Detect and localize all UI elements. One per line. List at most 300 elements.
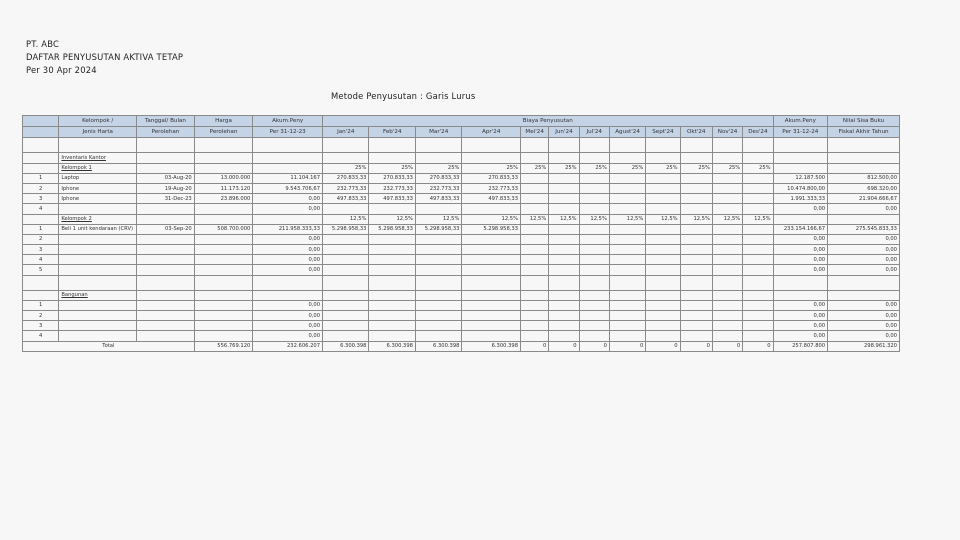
table-row	[23, 245, 900, 255]
cell	[194, 153, 253, 163]
accum-2024: 0,00	[773, 255, 828, 265]
asset-name: Iphone	[59, 183, 137, 193]
month-value	[415, 321, 461, 331]
month-value	[579, 234, 609, 244]
accum-2023: 0,00	[253, 194, 323, 204]
acquired-date	[137, 204, 195, 214]
accum-2024: 12.187.500	[773, 173, 828, 183]
accum-2023: 11.104.167	[253, 173, 323, 183]
cell	[743, 275, 773, 290]
month-value	[415, 245, 461, 255]
cell	[521, 153, 549, 163]
col-month: Agust'24	[609, 127, 645, 138]
month-value	[521, 321, 549, 331]
month-value	[415, 265, 461, 275]
month-value	[609, 331, 645, 341]
total-month: 0	[712, 341, 742, 351]
month-value	[712, 245, 742, 255]
company-name: PT. ABC	[26, 39, 60, 49]
cell	[253, 275, 323, 290]
cell	[712, 290, 742, 300]
month-value: 5.298.958,33	[462, 224, 521, 234]
accum-2024: 1.991.333,33	[773, 194, 828, 204]
col-biaya: Biaya Penyusutan	[323, 116, 774, 127]
acquisition-price: 11.173.120	[194, 183, 253, 193]
cell	[137, 275, 195, 290]
asset-name	[59, 321, 137, 331]
month-value	[609, 234, 645, 244]
cell	[323, 138, 369, 153]
cell	[194, 163, 253, 173]
col-group: Kelompok /	[59, 116, 137, 127]
month-value	[462, 245, 521, 255]
month-value	[462, 331, 521, 341]
cell	[680, 153, 712, 163]
month-value: 5.298.958,33	[369, 224, 415, 234]
spacer-row	[23, 138, 900, 153]
total-price: 556.769.120	[194, 341, 253, 351]
cell	[828, 153, 900, 163]
col-month: Okt'24	[680, 127, 712, 138]
category-label: Bangunan	[59, 290, 137, 300]
table-row	[23, 300, 900, 310]
month-value	[743, 245, 773, 255]
asset-name	[59, 234, 137, 244]
month-value	[743, 224, 773, 234]
total-month: 0	[646, 341, 680, 351]
month-value	[743, 311, 773, 321]
month-value	[646, 265, 680, 275]
month-value	[549, 245, 579, 255]
month-value	[579, 255, 609, 265]
month-value	[369, 265, 415, 275]
col-month: Sept'24	[646, 127, 680, 138]
asset-name	[59, 255, 137, 265]
month-value	[415, 311, 461, 321]
month-value	[579, 265, 609, 275]
month-value	[680, 173, 712, 183]
cell	[646, 290, 680, 300]
col-acquired: Perolehan	[137, 127, 195, 138]
category-label: Inventaris Kantor	[59, 153, 137, 163]
col-book-end: Fiskal Akhir Tahun	[828, 127, 900, 138]
row-number: 2	[23, 183, 59, 193]
month-value	[462, 311, 521, 321]
table-row	[23, 311, 900, 321]
cell	[712, 138, 742, 153]
month-value	[521, 245, 549, 255]
group-row	[23, 163, 900, 173]
accum-2024: 0,00	[773, 265, 828, 275]
month-value	[579, 183, 609, 193]
cell	[549, 153, 579, 163]
month-value	[579, 204, 609, 214]
month-value	[712, 234, 742, 244]
cell	[680, 290, 712, 300]
asset-name: Laptop	[59, 173, 137, 183]
cell	[828, 138, 900, 153]
book-value: 0,00	[828, 331, 900, 341]
rate-cell: 25%	[712, 163, 742, 173]
cell	[828, 163, 900, 173]
month-value	[549, 300, 579, 310]
table-row	[23, 224, 900, 234]
month-value	[646, 311, 680, 321]
month-value	[521, 300, 549, 310]
cell	[194, 214, 253, 224]
rate-cell: 25%	[369, 163, 415, 173]
month-value	[549, 224, 579, 234]
col-book: Nilai Sisa Buku	[828, 116, 900, 127]
acquired-date	[137, 245, 195, 255]
book-value: 0,00	[828, 300, 900, 310]
month-value	[609, 321, 645, 331]
month-value	[579, 173, 609, 183]
month-value	[579, 311, 609, 321]
month-value	[415, 204, 461, 214]
cell	[646, 275, 680, 290]
total-month: 0	[609, 341, 645, 351]
accum-2023: 0,00	[253, 255, 323, 265]
accum-2024: 0,00	[773, 321, 828, 331]
acquisition-price: 508.700.000	[194, 224, 253, 234]
cell	[137, 138, 195, 153]
category-row	[23, 153, 900, 163]
accum-2024: 0,00	[773, 245, 828, 255]
month-value	[646, 321, 680, 331]
total-book: 298.961.320	[828, 341, 900, 351]
month-value	[712, 224, 742, 234]
cell	[23, 214, 59, 224]
cell	[23, 290, 59, 300]
total-month: 6.300.398	[323, 341, 369, 351]
book-value: 698.320,00	[828, 183, 900, 193]
col-month: Feb'24	[369, 127, 415, 138]
cell	[137, 214, 195, 224]
cell	[369, 275, 415, 290]
col-accum-end-date: Per 31-12-24	[773, 127, 828, 138]
month-value	[462, 265, 521, 275]
month-value	[415, 255, 461, 265]
cell	[23, 275, 59, 290]
cell	[743, 138, 773, 153]
acquired-date: 31-Dec-23	[137, 194, 195, 204]
accum-2023: 9.543.706,67	[253, 183, 323, 193]
row-number: 1	[23, 173, 59, 183]
total-month: 0	[743, 341, 773, 351]
cell	[828, 275, 900, 290]
month-value	[609, 194, 645, 204]
cell	[23, 153, 59, 163]
month-value	[743, 255, 773, 265]
month-value	[646, 194, 680, 204]
month-value	[646, 234, 680, 244]
month-value	[743, 300, 773, 310]
month-value	[743, 173, 773, 183]
month-value	[549, 255, 579, 265]
rate-cell: 25%	[549, 163, 579, 173]
group-label: Kelompok 2	[59, 214, 137, 224]
acquired-date: 03-Sep-20	[137, 224, 195, 234]
asset-name	[59, 265, 137, 275]
month-value	[579, 245, 609, 255]
rate-cell: 25%	[579, 163, 609, 173]
month-value	[579, 331, 609, 341]
acquisition-price	[194, 234, 253, 244]
accum-2023: 0,00	[253, 321, 323, 331]
month-value	[323, 331, 369, 341]
acquired-date: 03-Aug-20	[137, 173, 195, 183]
month-value	[609, 300, 645, 310]
cell	[462, 153, 521, 163]
month-value	[579, 194, 609, 204]
cell	[579, 138, 609, 153]
row-number: 4	[23, 331, 59, 341]
cell	[415, 290, 461, 300]
cell	[253, 163, 323, 173]
month-value: 5.298.958,33	[415, 224, 461, 234]
month-value: 270.833,33	[323, 173, 369, 183]
month-value	[712, 204, 742, 214]
table-row	[23, 255, 900, 265]
table-row	[23, 265, 900, 275]
accum-2023: 0,00	[253, 311, 323, 321]
month-value	[323, 311, 369, 321]
table-row	[23, 331, 900, 341]
total-accum: 232.606.207	[253, 341, 323, 351]
month-value	[323, 204, 369, 214]
month-value	[680, 224, 712, 234]
month-value: 270.833,33	[462, 173, 521, 183]
table-row	[23, 234, 900, 244]
cell	[59, 138, 137, 153]
cell	[773, 214, 828, 224]
cell	[137, 153, 195, 163]
row-number: 2	[23, 234, 59, 244]
total-month: 6.300.398	[415, 341, 461, 351]
col-acq-price: Perolehan	[194, 127, 253, 138]
row-number: 5	[23, 265, 59, 275]
cell	[609, 275, 645, 290]
cell	[773, 153, 828, 163]
acquisition-price	[194, 331, 253, 341]
cell	[137, 290, 195, 300]
month-value	[609, 224, 645, 234]
month-value	[680, 183, 712, 193]
rate-cell: 12,5%	[712, 214, 742, 224]
cell	[415, 153, 461, 163]
month-value	[369, 245, 415, 255]
acquired-date	[137, 311, 195, 321]
month-value	[712, 300, 742, 310]
month-value	[646, 173, 680, 183]
cell	[828, 214, 900, 224]
col-price: Harga	[194, 116, 253, 127]
cell	[579, 275, 609, 290]
month-value	[579, 300, 609, 310]
table-row	[23, 194, 900, 204]
month-value	[680, 245, 712, 255]
acquisition-price: 23.896.000	[194, 194, 253, 204]
row-number: 3	[23, 321, 59, 331]
month-value	[609, 245, 645, 255]
month-value	[549, 331, 579, 341]
book-value: 0,00	[828, 265, 900, 275]
month-value	[743, 234, 773, 244]
month-value	[743, 331, 773, 341]
month-value	[743, 194, 773, 204]
month-value	[549, 173, 579, 183]
month-value	[743, 183, 773, 193]
month-value	[462, 234, 521, 244]
col-month: Mei'24	[521, 127, 549, 138]
cell	[579, 290, 609, 300]
month-value	[462, 321, 521, 331]
group-row	[23, 214, 900, 224]
month-value	[609, 255, 645, 265]
acquisition-price	[194, 300, 253, 310]
month-value	[609, 311, 645, 321]
cell	[369, 153, 415, 163]
month-value	[743, 265, 773, 275]
month-value	[521, 183, 549, 193]
cell	[609, 153, 645, 163]
month-value	[646, 245, 680, 255]
col-accum-date: Per 31-12-23	[253, 127, 323, 138]
month-value	[646, 300, 680, 310]
month-value	[521, 311, 549, 321]
table-row	[23, 204, 900, 214]
month-value	[369, 311, 415, 321]
rate-cell: 12,5%	[646, 214, 680, 224]
month-value	[646, 204, 680, 214]
table-body	[23, 138, 900, 351]
month-value	[549, 265, 579, 275]
month-value	[646, 255, 680, 265]
month-value	[462, 255, 521, 265]
book-value: 0,00	[828, 311, 900, 321]
acquisition-price	[194, 321, 253, 331]
cell	[773, 290, 828, 300]
month-value: 497.833,33	[415, 194, 461, 204]
accum-2023: 211.958.333,33	[253, 224, 323, 234]
table-row	[23, 321, 900, 331]
col-month: Apr'24	[462, 127, 521, 138]
asset-name	[59, 300, 137, 310]
month-value	[415, 234, 461, 244]
month-value	[521, 204, 549, 214]
month-value	[323, 234, 369, 244]
rate-cell: 25%	[646, 163, 680, 173]
month-value	[680, 204, 712, 214]
total-accum-end: 257.807.800	[773, 341, 828, 351]
month-value	[579, 321, 609, 331]
month-value	[549, 204, 579, 214]
book-value: 0,00	[828, 204, 900, 214]
accum-2024: 0,00	[773, 234, 828, 244]
month-value	[415, 331, 461, 341]
month-value: 232.773,33	[369, 183, 415, 193]
month-value: 232.773,33	[415, 183, 461, 193]
month-value	[712, 265, 742, 275]
rate-cell: 12,5%	[323, 214, 369, 224]
total-month: 0	[680, 341, 712, 351]
month-value: 497.833,33	[323, 194, 369, 204]
cell	[415, 275, 461, 290]
month-value	[712, 194, 742, 204]
accum-2024: 233.154.166,67	[773, 224, 828, 234]
acquisition-price	[194, 245, 253, 255]
cell	[194, 138, 253, 153]
table-row	[23, 183, 900, 193]
rate-cell: 25%	[462, 163, 521, 173]
month-value	[743, 204, 773, 214]
depreciation-table	[22, 115, 900, 352]
month-value	[579, 224, 609, 234]
acquired-date	[137, 255, 195, 265]
month-value	[609, 183, 645, 193]
month-value	[369, 234, 415, 244]
group-label: Kelompok 1	[59, 163, 137, 173]
accum-2023: 0,00	[253, 234, 323, 244]
acquired-date	[137, 321, 195, 331]
month-value	[521, 255, 549, 265]
cell	[680, 138, 712, 153]
month-value	[680, 194, 712, 204]
cell	[773, 163, 828, 173]
month-value	[369, 331, 415, 341]
cell	[743, 153, 773, 163]
cell	[253, 290, 323, 300]
acquisition-price: 13.000.000	[194, 173, 253, 183]
accum-2024: 0,00	[773, 311, 828, 321]
month-value	[521, 173, 549, 183]
acquired-date	[137, 331, 195, 341]
month-value	[609, 265, 645, 275]
total-row	[23, 341, 900, 351]
book-value: 275.545.833,33	[828, 224, 900, 234]
total-month: 0	[579, 341, 609, 351]
accum-2024: 10.474.800,00	[773, 183, 828, 193]
cell	[462, 275, 521, 290]
acquisition-price	[194, 311, 253, 321]
rate-cell: 12,5%	[609, 214, 645, 224]
cell	[23, 138, 59, 153]
asset-name	[59, 311, 137, 321]
rate-cell: 25%	[609, 163, 645, 173]
month-value	[462, 204, 521, 214]
accum-2023: 0,00	[253, 204, 323, 214]
cell	[23, 163, 59, 173]
report-period: Per 30 Apr 2024	[26, 65, 97, 75]
month-value	[712, 255, 742, 265]
month-value	[549, 183, 579, 193]
spacer-row	[23, 275, 900, 290]
accum-2024: 0,00	[773, 300, 828, 310]
month-value	[521, 265, 549, 275]
total-month: 6.300.398	[462, 341, 521, 351]
month-value	[680, 311, 712, 321]
rate-cell: 12,5%	[521, 214, 549, 224]
total-month: 0	[549, 341, 579, 351]
accum-2023: 0,00	[253, 265, 323, 275]
acquired-date	[137, 265, 195, 275]
acquired-date	[137, 234, 195, 244]
asset-name	[59, 204, 137, 214]
cell	[415, 138, 461, 153]
month-value	[712, 311, 742, 321]
cell	[253, 153, 323, 163]
